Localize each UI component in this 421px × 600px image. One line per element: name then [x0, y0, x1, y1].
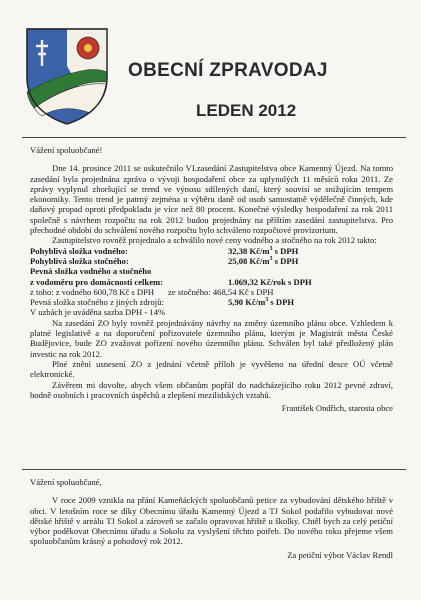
- paragraph: Na zasedání ZO byly rovněž projednávány návrhy na změny územního plánu obce. Vzhledem k platné legislativě a na doporučení pořizovatele územního plánu, kterým je Magistrát města České Budějovice, bude ZO zvažovat pořízení nového územního plánu. Schválen byl také předložený plán investic na rok 2012.: [30, 317, 393, 359]
- water-price-list: [30, 246, 393, 318]
- divider-top: [22, 137, 406, 138]
- price-label: Pohyblivá složka vodného:: [30, 245, 128, 256]
- price-split-row: z toho: z vodného 600,78 Kč s DPH ze stočného: 468,54 Kč s DPH: [30, 286, 274, 297]
- price-value: 32,38 $Kč/m^3$ s DPH: [228, 245, 299, 256]
- price-value: 5,90 $Kč/m^3$ s DPH: [228, 297, 295, 308]
- signature: František Ondřich, starosta obce: [281, 403, 393, 414]
- issue-date: LEDEN 2012: [196, 101, 297, 120]
- divider-middle: [22, 469, 406, 470]
- price-row: [30, 246, 393, 256]
- newsletter-title: OBECNÍ ZPRAVODAJ: [128, 60, 328, 81]
- greeting: Vážení spoluobčané,: [30, 477, 102, 487]
- paragraph: Dne 14. prosince 2011 se uskutečnilo VI.zasedání Zastupitelstva obce Kamenný Újezd. Na tomto zasedání byla projednána zpráva o vývoji hospodaření obce za uplynulých 11 měsíců roku 2011. Ze zprávy vyplynul zhoršující se trend ve výnosu sdílených daní, který souvisí se snižujícím tempem ekonomiky. Tento trend je patrný zejména u výběru daně od osob samostatně výdělečně činných, kde daňový propad oproti předpokladu je více než 80 procent. Konečné výsledky hospodaření za rok 2011 společně s návrhem rozpočtu na rok 2012 budou projednány na příštím zasedání zastupitelstva. Pro přechodné období do schválení nového rozpočtu bylo schváleno rozpočtové provizorium.: [30, 163, 393, 236]
- price-row: [30, 256, 393, 266]
- greeting: Vážení spoluobčané!: [30, 145, 103, 155]
- paragraph: Zastupitelstvo rovněž projednalo a schválilo nové ceny vodného a stočného na rok 2012 takto:: [52, 235, 377, 246]
- article-petition: [30, 477, 393, 560]
- price-label: Pevná složka stočného z jiných zdrojů:: [30, 297, 164, 308]
- article-mayor: [30, 145, 393, 413]
- paragraph: Závěrem mi dovolte, abych všem občanům popřál do nadcházejícího roku 2012 pevné zdraví, hodně osobních i pracovních úspěchů a zlepšení mezilidských vztahů.: [30, 379, 393, 400]
- price-value: 25,08 $Kč/m^3$ s DPH: [228, 255, 299, 266]
- price-value: 1.069,32 Kč/rok s DPH: [228, 276, 312, 287]
- price-label: Pevná složka vodného a stočného: [30, 266, 152, 277]
- price-label: Pohyblivá složka stočného:: [30, 255, 129, 266]
- price-row: [30, 297, 393, 307]
- paragraph: V roce 2009 vznikla na přání Kameňáckých spoluobčanů petice za vybudování dětského hřiště v obci. V letošním roce se díky Obecnímu úřadu Kamenný Újezd a TJ Sokol podařilo vybudovat nové dětské hřiště v areálu TJ Sokol a zároveň se začalo opravovat hřiště u školky. Chtěl bych za celý petiční výbor poděkovat Obecnímu úřadu a Sokolu za vyslyšení těchto potřeb. Do nového roku přejeme všem spoluobčanům krásný a pohodový rok 2012.: [30, 495, 393, 547]
- signature: Za petiční výbor Václav Rendl: [287, 549, 393, 560]
- price-row: [30, 266, 393, 276]
- paragraph: Plné znění usnesení ZO z jednání včetně příloh je vyvěšeno na úřední desce OÚ včetně elektronické.: [30, 358, 393, 380]
- coat-of-arms-emblem: [24, 26, 110, 126]
- price-row: [30, 277, 393, 287]
- price-label: z vodoměru pro domácnosti celkem:: [30, 276, 164, 287]
- vat-note: V uzbách je uváděna sazba DPH - 14%: [30, 307, 166, 318]
